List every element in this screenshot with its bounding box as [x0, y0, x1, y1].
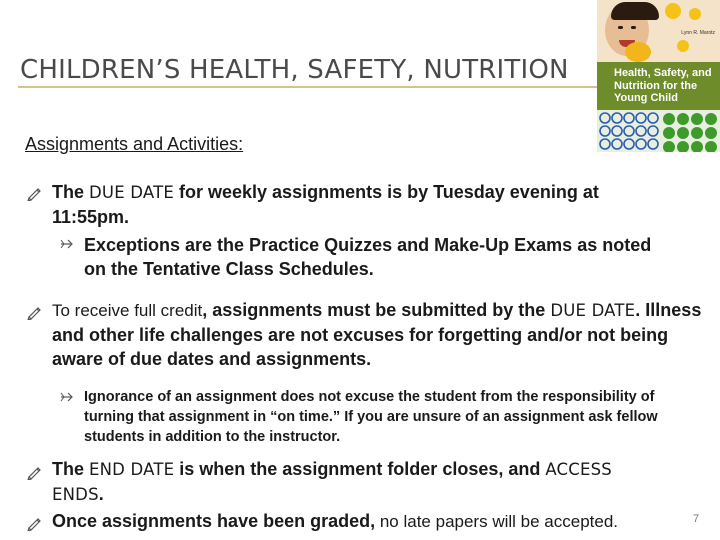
- title-underline: [18, 86, 603, 88]
- book-title-band: [597, 62, 720, 110]
- fruit-illustration: [625, 42, 651, 62]
- book-cover-image: [597, 0, 720, 152]
- bullet-end-date: The END DATE is when the assignment folder closes, and ACCESS ENDS.: [52, 459, 612, 504]
- bullet-due-date: The DUE DATE for weekly assignments is by Tuesday evening at 11:55pm.: [52, 182, 599, 227]
- slide-title: CHILDREN’S HEALTH, SAFETY, NUTRITION: [20, 55, 569, 85]
- section-subtitle: Assignments and Activities:: [25, 134, 244, 154]
- pencil-bullet-icon: [26, 515, 42, 531]
- pencil-bullet-icon: [26, 464, 42, 480]
- pencil-bullet-icon: [26, 185, 42, 201]
- arrow-bullet-icon: [60, 391, 76, 403]
- book-circle-pattern: [597, 110, 720, 152]
- flower-icon: [689, 8, 701, 20]
- bullet-full-credit: To receive full credit, assignments must be submitted by the DUE DATE. Illness and other life challenges are not excuses for forgetting and/or not being aware of due dates and assignments.: [52, 300, 702, 369]
- sub-bullet-ignorance: Ignorance of an assignment does not excuse the student from the responsibility of turning that assignment in “on time.” If you are unsure of an assignment ask fellow students in addition to the instructor.: [84, 389, 658, 445]
- flower-icon: [677, 40, 689, 52]
- book-cover-photo: [597, 0, 720, 62]
- pencil-bullet-icon: [26, 304, 42, 320]
- book-author: Lynn R. Marotz: [681, 30, 715, 36]
- flower-icon: [665, 3, 681, 19]
- bullet-late-papers: Once assignments have been graded, no late papers will be accepted.: [52, 511, 618, 531]
- arrow-bullet-icon: [60, 238, 76, 250]
- sub-bullet-exceptions: Exceptions are the Practice Quizzes and Make-Up Exams as noted on the Tentative Class Schedules.: [84, 235, 652, 279]
- book-title: Health, Safety, and Nutrition for the Young Child: [614, 67, 712, 104]
- page-number: 7: [693, 513, 700, 525]
